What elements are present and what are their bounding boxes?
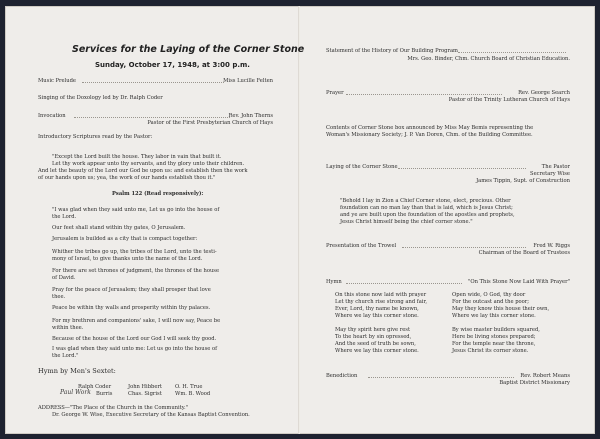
laying-name: The Pastor (541, 164, 570, 170)
psalm-heading: Psalm 122 (Read responsively): (112, 191, 204, 197)
hymn-verse-line: Open wide, O God, thy door (452, 292, 526, 298)
psalm-line: the Lord." (52, 353, 79, 359)
hymn-verse-line: Where we lay this corner stone. (335, 313, 419, 319)
psalm-line: Our feet shall stand within thy gates, O Jerusalem. (52, 225, 186, 231)
hymn-verse-line: Jesus Christ its corner stone. (452, 348, 529, 354)
psalm-line: Pray for the peace of Jerusalem; they shall prosper that love (52, 287, 211, 293)
psalm-line: mony of Israel, to give thanks unto the name of the Lord. (52, 256, 203, 262)
psalm-line: Peace be within thy walls and prosperity within thy palaces. (52, 305, 211, 311)
sextet-member: O. H. True (175, 384, 203, 390)
hymn-verse-line: For the outcast and the poor; (452, 299, 529, 305)
hymn-verse-line: And the seed of truth be sown, (335, 341, 416, 347)
trowel-label: Presentation of the Trowel (326, 243, 397, 249)
laying-role: James Tippin, Supt. of Construction (476, 178, 570, 184)
service-date: Sunday, October 17, 1948, at 3:00 p.m. (95, 61, 250, 69)
program-title: Services for the Laying of the Corner Stone (72, 44, 305, 55)
psalm-line: "I was glad when they said unto me, Let us go into the house of (52, 207, 220, 213)
psalm-line: For there are set thrones of judgment, the thrones of the house (52, 268, 220, 274)
music-prelude-label: Music Prelude (38, 78, 76, 84)
leader-line (74, 117, 230, 118)
hymn-verse-line: On this stone now laid with prayer (335, 292, 427, 298)
hymn-verse-line: For the temple near the throne, (452, 341, 536, 347)
invocation-label: Invocation (38, 113, 66, 119)
leader-line (398, 168, 526, 169)
quote-line: Jesus Christ himself being the chief corner stone." (340, 219, 473, 225)
trowel-name: Fred W. Riggs (533, 243, 570, 249)
psalm-line: I was glad when they said unto me: Let us go into the house of (52, 346, 218, 352)
prayer-name: Rev. George Search (518, 90, 570, 96)
handwritten-signature: Paul Work (60, 389, 91, 396)
sextet-member: Wm. B. Wood (175, 391, 211, 397)
center-fold (298, 6, 300, 434)
history-name: Mrs. Geo. Binder, Chm. Church Board of Christian Education. (407, 56, 570, 62)
quote-line: and ye are built upon the foundation of the apostles and prophets, (340, 212, 515, 218)
leader-line (402, 247, 526, 248)
hymn-verse-line: Here be living stones prepared; (452, 334, 536, 340)
leader-line (458, 52, 566, 53)
hymn-verse-line: To the heart by sin opressed, (335, 334, 412, 340)
leader-line (346, 283, 462, 284)
contents-line: Woman's Missionary Society; J. P. Van Doren, Chm. of the Building Committee. (326, 132, 533, 138)
hymn-verse-line: Let thy church rise strong and fair, (335, 299, 428, 305)
scripture-line: of our hands upon us; yea, the work of our hands establish thou it." (38, 175, 216, 181)
sextet-member: Chas. Sigrist (128, 391, 162, 397)
quote-line: foundation can no man lay than that is laid, which is Jesus Christ; (340, 205, 513, 211)
scripture-line: Let thy work appear unto thy servants, and thy glory unto their children. (52, 161, 245, 167)
quote-line: "Behold I lay in Zion a Chief Corner stone, elect, precious. Other (340, 198, 511, 204)
hymn-verse-line: May they know this house their own, (452, 306, 550, 312)
music-prelude-name: Miss Lucille Felten (223, 78, 273, 84)
hymn-verse-line: May thy spirit here give rest (335, 327, 411, 333)
scripture-line: "Except the Lord built the house. They labor in vain that built it. (52, 154, 222, 160)
prayer-role: Pastor of the Trinity Lutheran Church of Hays (448, 97, 570, 103)
benediction-label: Benediction (326, 373, 358, 379)
trowel-role: Chairman of the Board of Trustees (478, 250, 570, 256)
leader-line (82, 82, 224, 83)
doxology-line: Singing of the Doxology led by Dr. Ralph Coder (38, 95, 163, 101)
psalm-line: thee. (52, 294, 66, 300)
hymn-verse-line: Ever, Lord, thy name be known, (335, 306, 419, 312)
history-label: Statement of the History of Our Building Program (326, 48, 458, 54)
psalm-line: Because of the house of the Lord our God I will seek thy good. (52, 336, 217, 342)
psalm-line: the Lord. (52, 214, 77, 220)
hymn-verse-line: Where we lay this corner stone. (452, 313, 536, 319)
hymn-label: Hymn (326, 279, 342, 285)
benediction-role: Baptist District Missionary (499, 380, 570, 386)
sextet-heading: Hymn by Men's Sextet: (38, 367, 116, 375)
scripture-line: And let the beauty of the Lord our God be upon us: and establish then the work (38, 168, 248, 174)
prayer-label: Prayer (326, 90, 344, 96)
scriptures-heading: Introductory Scriptures read by the Pastor: (38, 134, 153, 140)
hymn-title: "On This Stone Now Laid With Prayer" (467, 279, 570, 285)
address-line: ADDRESS—"The Place of the Church in the Community." (38, 405, 189, 411)
laying-label: Laying of the Corner Stone (326, 164, 398, 170)
address-speaker: Dr. George W. Wise, Executive Secretary of the Kansas Baptist Convention. (52, 412, 250, 418)
invocation-name: Rev. John Therns (228, 113, 273, 119)
benediction-name: Rev. Robert Means (520, 373, 570, 379)
invocation-role: Pastor of the First Presbyterian Church of Hays (147, 120, 273, 126)
sextet-member: Ralph Coder (78, 384, 112, 390)
psalm-line: within thee. (52, 325, 84, 331)
psalm-line: Jerusalem is builded as a city that is compact together: (52, 236, 198, 242)
hymn-verse-line: By wise master builders squared, (452, 327, 540, 333)
sextet-member: John Hibbert (128, 384, 162, 390)
hymn-verse-line: Where we lay this corner stone. (335, 348, 419, 354)
psalm-line: Whither the tribes go up, the tribes of the Lord, unto the testi- (52, 249, 217, 255)
laying-role: Secretary Wise (530, 171, 570, 177)
psalm-line: For my brethren and companions' sake, I will now say, Peace be (52, 318, 221, 324)
leader-line (368, 377, 514, 378)
psalm-line: of David. (52, 275, 76, 281)
contents-line: Contents of Corner Stone box announced by Miss May Bemis representing the (326, 125, 534, 131)
sextet-member: Burris (96, 391, 113, 397)
leader-line (346, 94, 502, 95)
